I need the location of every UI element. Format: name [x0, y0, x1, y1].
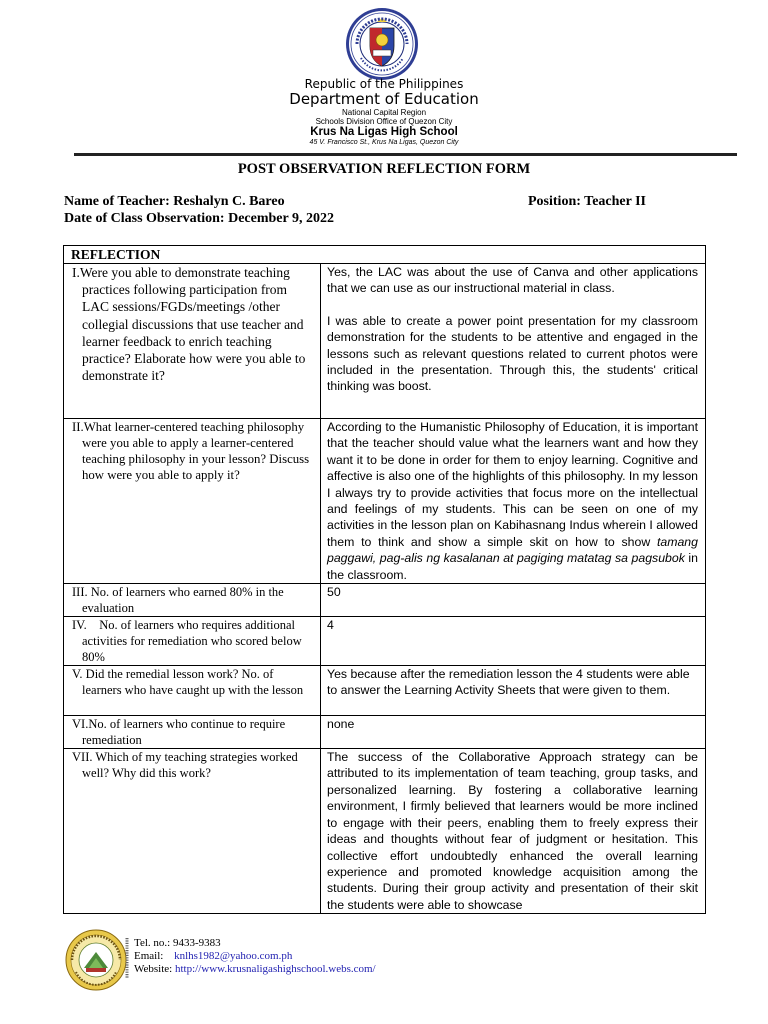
question-cell	[64, 617, 321, 666]
question-cell	[64, 264, 321, 419]
contact-phone	[134, 937, 221, 949]
republic-line: Republic of the Philippines	[304, 77, 464, 91]
department-name: Department of Education	[289, 90, 479, 108]
table-row	[64, 419, 706, 584]
phone-number: 9433-9383	[172, 937, 221, 949]
question-cell	[64, 584, 321, 617]
reflection-table	[63, 245, 706, 914]
school-name: Krus Na Ligas High School	[310, 126, 458, 138]
question-cell	[64, 666, 321, 716]
contact-website	[134, 963, 376, 975]
question-text: VII. Which of my teaching strategies worked well? Why did this work?	[72, 750, 298, 781]
answer-cell: none	[321, 716, 706, 749]
answer-italic-text: tamang paggawi, pag-alis ng kasalanan at pagiging matatag sa pagsubok	[327, 534, 698, 566]
table-row	[64, 584, 706, 617]
question-text: V. Did the remedial lesson work? No. of learners who have caught up with the lesson	[72, 667, 304, 698]
teacher-position: Position: Teacher II	[528, 194, 646, 209]
reflection-header: REFLECTION	[64, 246, 706, 264]
question-cell	[64, 716, 321, 749]
table-header-row	[64, 246, 706, 264]
vertical-side-text	[121, 936, 133, 980]
answer-paragraph: I was able to create a power point presentation for my classroom demonstration for the students to be attentive and engaged in the lessons such as relevant questions related to current photos were included in the presentation. Through this, the students' critical thinking was boost.	[327, 313, 698, 394]
email-link[interactable]: knlhs1982@yahoo.com.ph	[174, 950, 293, 962]
answer-cell	[321, 264, 706, 419]
website-label: Website:	[134, 963, 173, 975]
teacher-name: Name of Teacher: Reshalyn C. Bareo	[64, 194, 285, 209]
region-line: National Capital Region	[341, 108, 427, 117]
table-row	[64, 617, 706, 666]
school-address: 45 V. Francisco St., Krus Na Ligas, Quezon City	[309, 139, 459, 146]
answer-paragraph: Yes, the LAC was about the use of Canva and other applications that we can use as our instructional material in class.	[327, 265, 698, 296]
table-row	[64, 716, 706, 749]
table-row	[64, 749, 706, 914]
answer-cell: Yes because after the remediation lesson the 4 students were able to answer the Learning Activity Sheets that were given to them.	[321, 666, 706, 716]
question-text: I.Were you able to demonstrate teaching practices following participation from LAC sessions/FGDs/meetings /other collegial discussions that use teacher and learner feedback to enrich teaching practice? Elaborate how were you able to demonstrate it?	[72, 265, 306, 384]
deped-seal-logo	[337, 6, 427, 82]
question-text: VI.No. of learners who continue to require remediation	[72, 717, 286, 748]
division-line: Schools Division Office of Quezon City	[315, 117, 453, 126]
email-label: Email:	[134, 950, 164, 962]
question-text: II.What learner-centered teaching philosophy were you able to apply a learner-centered teaching philosophy in your lesson? Discuss how were you able to apply it?	[72, 420, 310, 482]
header-divider	[74, 153, 737, 156]
table-row	[64, 666, 706, 716]
website-link[interactable]: http://www.krusnaligashighschool.webs.com/	[174, 963, 376, 975]
phone-label: Tel. no.:	[134, 937, 171, 949]
question-text: III. No. of learners who earned 80% in the evaluation	[72, 585, 284, 616]
answer-text: According to the Humanistic Philosophy of Education, it is important that the teacher should value what the learners want and how they want it to be done in order for them to enjoy learning. Cognitive and affective is also one of the highlights of this philosophy. In my lesson I always try to provide activities that focus more on the intellectual and feelings of my students. This can be seen on one of my activities in the lesson plan on Kabihasnang Indus wherein I allowed them to think and show a simple skit on how to show	[327, 420, 698, 549]
answer-cell: The success of the Collaborative Approach strategy can be attributed to its implementation of team teaching, group tasks, and personalized learning. By fostering a collaborative learning environment, I firmly believed that learners would be more inclined to engage with their peers, enabling them to freely express their ideas and thoughts without fear of judgment or hesitation. This collective effort undoubtedly enhanced the overall learning experience and promoted knowledge acquisition among the students. During their group activity and presentation of their skit the students were able to showcase	[321, 749, 706, 914]
contact-email	[134, 950, 292, 962]
school-seal-logo	[64, 928, 128, 992]
question-cell	[64, 749, 321, 914]
answer-text-end: in the classroom.	[327, 551, 698, 582]
answer-cell: 4	[321, 617, 706, 666]
observation-date: Date of Class Observation: December 9, 2022	[64, 211, 334, 226]
answer-cell	[321, 419, 706, 584]
table-row	[64, 264, 706, 419]
form-title: POST OBSERVATION REFLECTION FORM	[237, 161, 531, 177]
question-text: IV. No. of learners who requires additional activities for remediation who scored below 80%	[72, 618, 305, 665]
answer-cell: 50	[321, 584, 706, 617]
question-cell	[64, 419, 321, 584]
